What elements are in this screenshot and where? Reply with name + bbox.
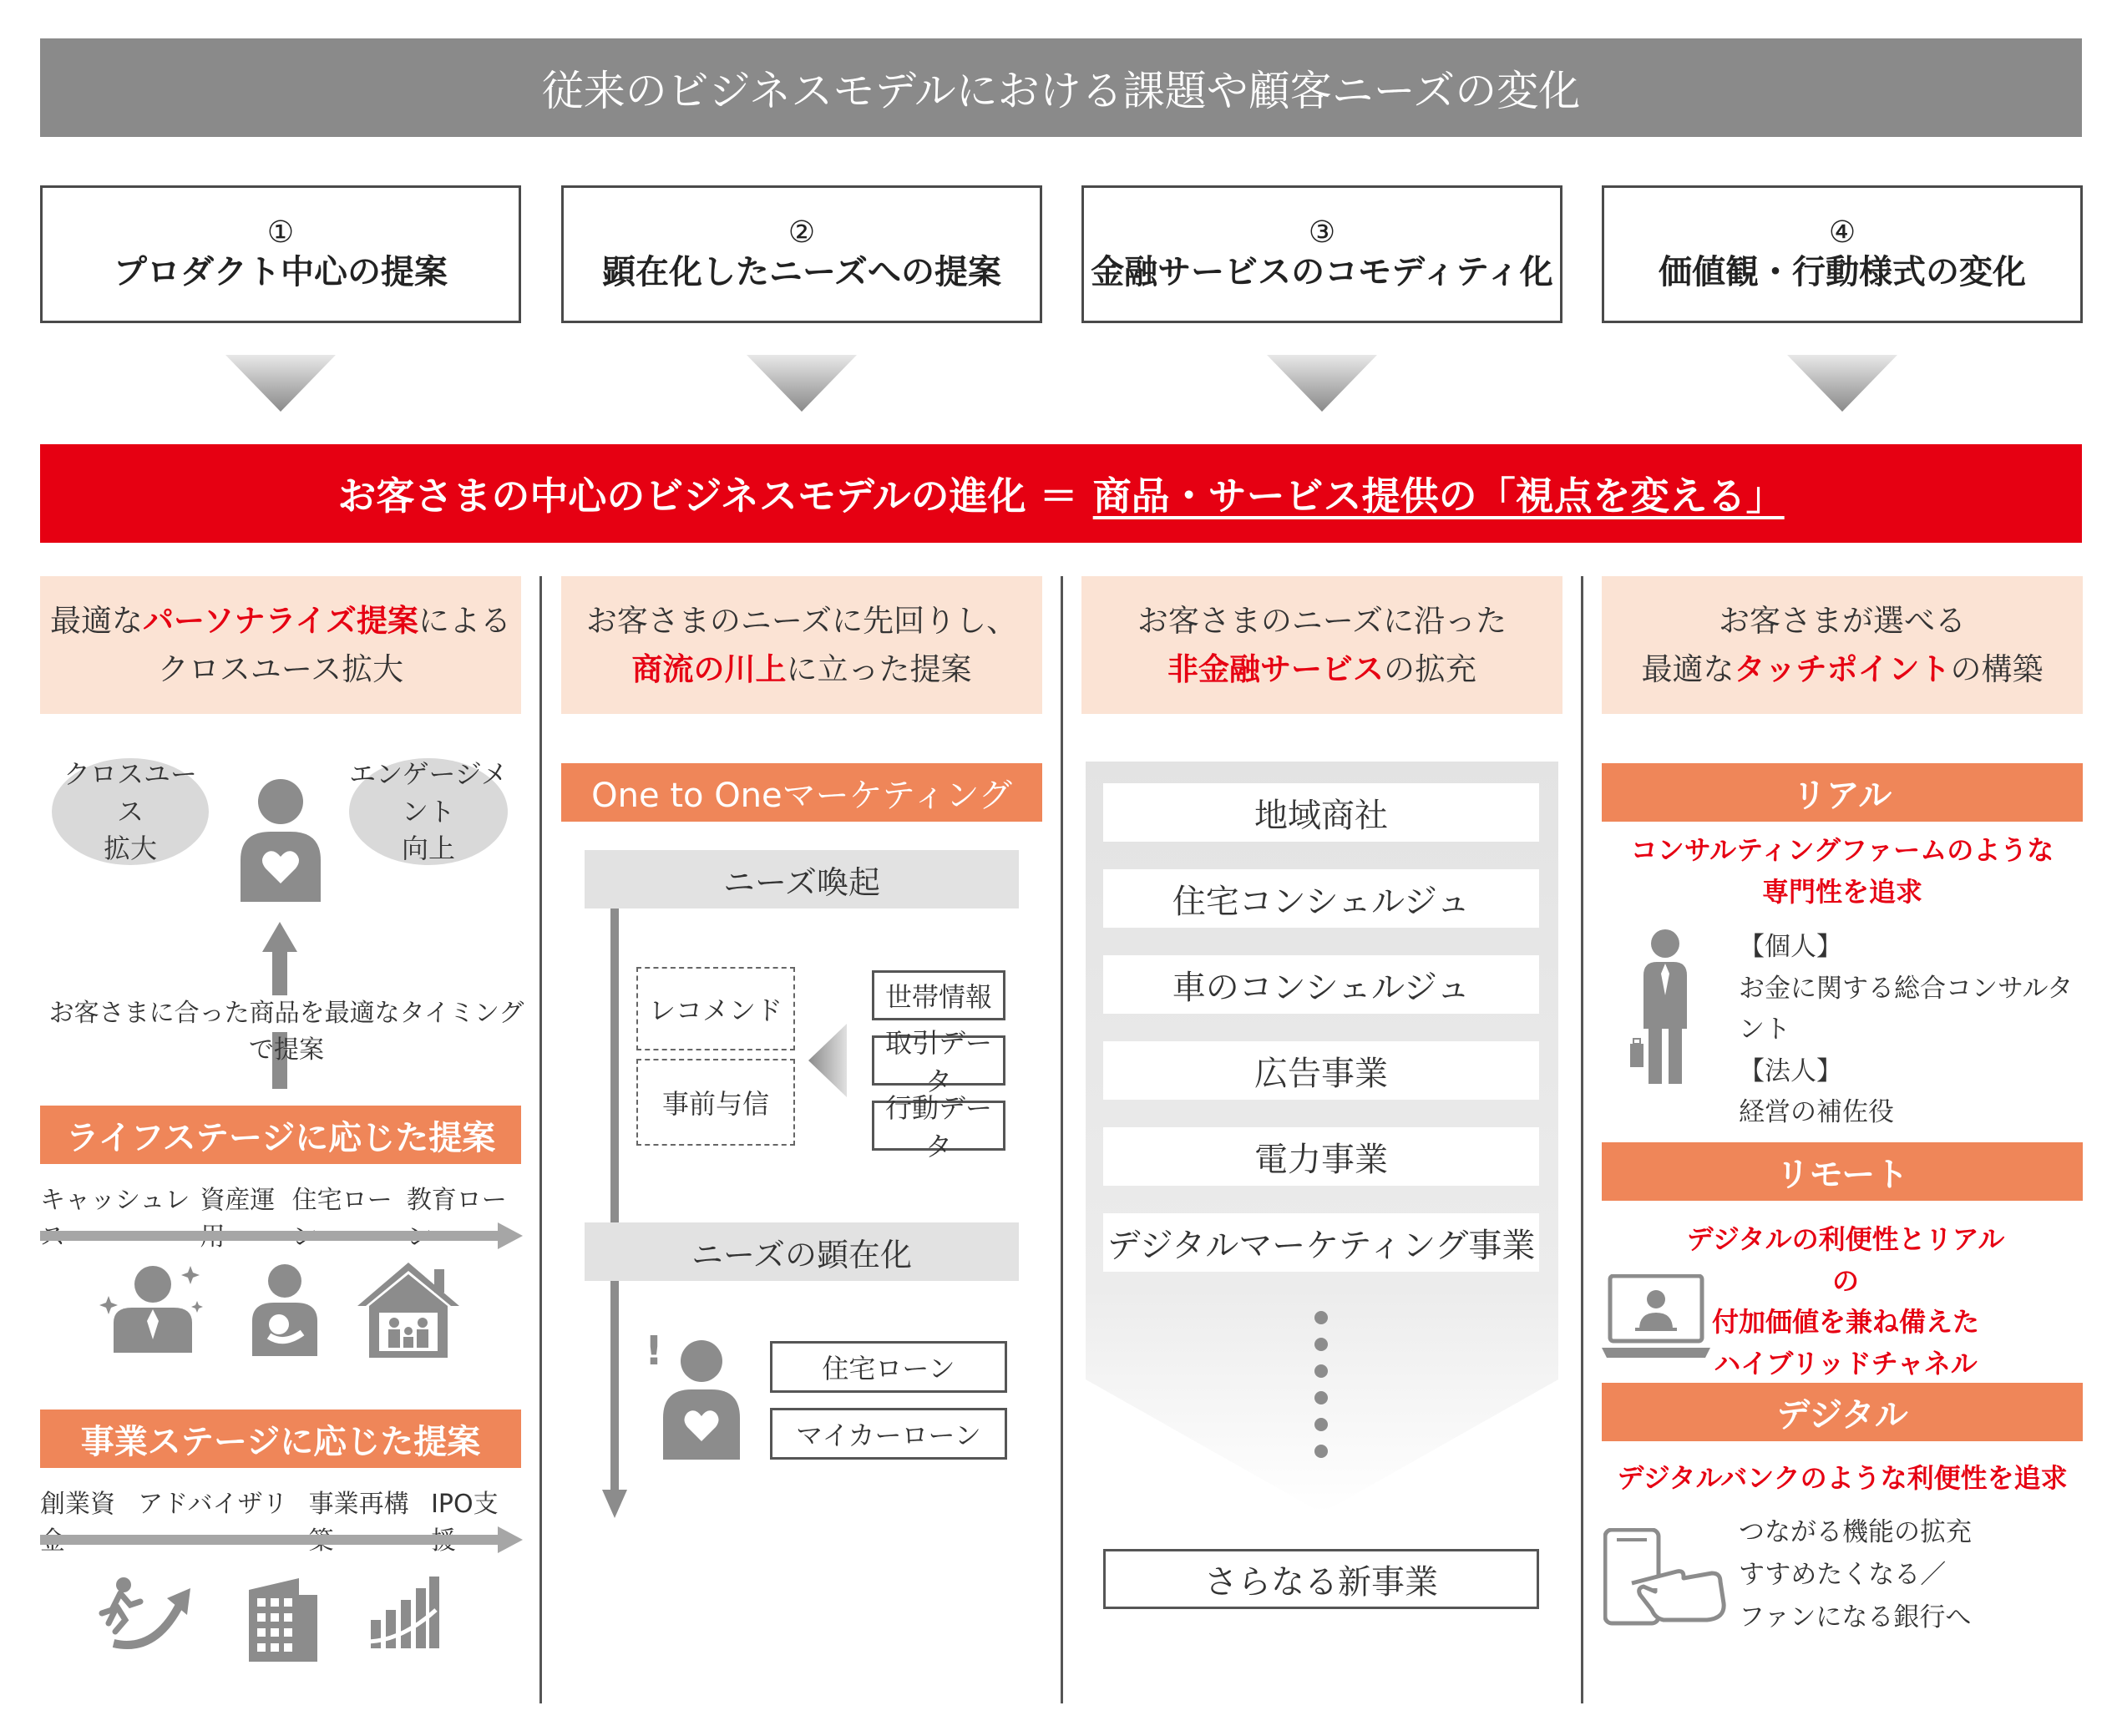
stage-item: 教育ロー: [406, 1186, 507, 1215]
heading-highlight: タッチポイント: [1734, 650, 1951, 687]
chevron-down-icon: [225, 355, 336, 412]
issue-number: ①: [266, 215, 295, 250]
house-family-icon: [357, 1263, 459, 1358]
real-channel-details: [1739, 927, 2089, 1134]
heading-text: お客さまが選べる: [1719, 603, 1966, 640]
business-item: デジタルマーケティング事業: [1103, 1213, 1539, 1272]
red-text-line: ハイブリッドチャネル: [1714, 1347, 1978, 1379]
ellipse-cross-use: クロスユース 拡大: [52, 758, 209, 865]
chevron-down-icon: [747, 355, 857, 412]
heading-highlight: 非金融サービス: [1167, 650, 1384, 687]
timeline-arrow-icon: [602, 908, 627, 1518]
heading-text: 最適な: [49, 603, 143, 640]
business-item: 住宅コンシェルジュ: [1103, 869, 1539, 928]
red-text-line: 専門性を追求: [1761, 875, 1922, 908]
issue-box-3: [1081, 185, 1562, 323]
issue-label: 顕在化したニーズへの提案: [602, 253, 1001, 292]
remote-channel-title: リモート: [1602, 1142, 2083, 1201]
stage-item: 創業資: [40, 1490, 115, 1519]
housing-loan-box: 住宅ローン: [770, 1341, 1007, 1393]
red-text-line: 付加価値を兼ね備えた: [1711, 1306, 1979, 1339]
business-item: 広告事業: [1103, 1041, 1539, 1100]
remote-channel-description: [1679, 1219, 2013, 1384]
business-item: 地域商社: [1103, 783, 1539, 842]
issue-box-4: [1602, 185, 2083, 323]
growth-chart-icon: [369, 1577, 439, 1648]
digital-text: ファンになる銀行へ: [1739, 1602, 1972, 1633]
banner-left: お客さまの中心のビジネスモデルの進化 ＝: [337, 473, 1078, 519]
issue-label: プロダクト中心の提案: [114, 253, 448, 292]
business-item: 車のコンシェルジュ: [1103, 955, 1539, 1014]
businessperson-sparkle-icon: [99, 1263, 207, 1353]
heading-text: クロスユース拡大: [157, 650, 404, 687]
stage-item: 事業再構: [308, 1490, 409, 1519]
personal-text: お金に関する総合コンサルタント: [1739, 973, 2074, 1045]
smartphone-tap-icon: [1603, 1528, 1729, 1627]
column-heading-2: [561, 576, 1042, 714]
header-bar: [40, 38, 2082, 137]
issue-number: ③: [1308, 215, 1336, 250]
parent-baby-icon: [251, 1263, 319, 1356]
digital-channel-details: [1739, 1511, 2089, 1639]
consultant-icon: [1628, 929, 1695, 1084]
heading-text: の構築: [1950, 650, 2044, 687]
car-loan-box: マイカーローン: [770, 1408, 1007, 1460]
column-divider: [1581, 576, 1583, 1703]
column-heading-1: [40, 576, 521, 714]
red-text-line: コンサルティングファームのような: [1630, 834, 2054, 866]
red-text-line: デジタルの利便性とリアルの: [1686, 1223, 2005, 1297]
chevron-down-icon: [1267, 355, 1377, 412]
header-title: 従来のビジネスモデルにおける課題や顧客ニーズの変化: [541, 67, 1581, 115]
laptop-video-icon: [1602, 1274, 1710, 1359]
digital-text: すすめたくなる／: [1739, 1560, 1947, 1591]
behavior-data-box: 行動データ: [872, 1101, 1005, 1151]
strategy-banner: [40, 444, 2082, 543]
corporate-text: 経営の補佐役: [1739, 1097, 1894, 1128]
digital-channel-description: デジタルバンクのような利便性を追求: [1617, 1462, 2068, 1494]
life-stage-items: [40, 1179, 521, 1215]
customer-heart-icon: [237, 777, 324, 902]
continuation-dots-icon: [1311, 1309, 1331, 1460]
heading-text: お客さまのニーズに先回りし、: [585, 603, 1018, 640]
stage-item: IPO支: [431, 1490, 499, 1519]
need-emergence-bar: ニーズの顕在化: [585, 1222, 1019, 1281]
heading-text: の拡充: [1384, 650, 1476, 687]
arrow-right-icon: [40, 1526, 523, 1553]
banner-right: 商品・サービス提供の「視点を変える」: [1092, 473, 1785, 519]
proposal-caption: お客さまに合った商品を最適なタイミングで提案: [40, 995, 533, 1032]
issue-label: 価値観・行動様式の変化: [1659, 253, 2026, 292]
column-heading-4: [1602, 576, 2083, 714]
customer-heart-icon: [661, 1338, 742, 1460]
stage-item: アドバイザリ: [138, 1490, 288, 1519]
business-stage-items: [40, 1483, 521, 1519]
column-divider: [1061, 576, 1063, 1703]
heading-text: に立った提案: [786, 650, 972, 687]
need-arousal-bar: ニーズ喚起: [585, 850, 1019, 908]
corporate-heading: 【法人】: [1739, 1055, 1842, 1086]
heading-text: による: [418, 603, 512, 640]
issue-number: ②: [788, 215, 816, 250]
stage-item: 資産運: [200, 1186, 276, 1215]
startup-runner-icon: [97, 1577, 194, 1653]
ellipse-engagement: エンゲージメント 向上: [349, 757, 508, 865]
business-item: 電力事業: [1103, 1127, 1539, 1186]
real-channel-title: リアル: [1602, 763, 2083, 822]
heading-text: お客さまのニーズに沿った: [1137, 603, 1507, 640]
digital-text: つながる機能の拡充: [1739, 1517, 1972, 1547]
transaction-data-box: 取引データ: [872, 1035, 1005, 1086]
pre-credit-box: 事前与信: [636, 1059, 795, 1146]
issue-number: ④: [1828, 215, 1856, 250]
heading-highlight: 商流の川上: [631, 650, 787, 687]
column-heading-3: [1081, 576, 1562, 714]
issue-box-1: [40, 185, 521, 323]
issue-box-2: [561, 185, 1042, 323]
future-business-box: さらなる新事業: [1103, 1549, 1539, 1609]
arrow-left-icon: [808, 1024, 847, 1097]
stage-item: キャッシュレ: [40, 1186, 190, 1215]
chevron-down-icon: [1787, 355, 1897, 412]
heading-highlight: パーソナライズ提案: [142, 603, 419, 640]
arrow-right-icon: [40, 1222, 523, 1249]
personal-heading: 【個人】: [1739, 932, 1842, 962]
heading-text: 最適な: [1641, 650, 1735, 687]
one-to-one-title: One to Oneマーケティング: [561, 763, 1042, 822]
office-building-icon: [249, 1578, 317, 1662]
column-divider: [539, 576, 542, 1703]
stage-item: 住宅ロー: [291, 1186, 393, 1215]
life-stage-title: ライフステージに応じた提案: [40, 1106, 521, 1164]
recommend-box: レコメンド: [636, 967, 795, 1050]
real-channel-description: [1602, 830, 2083, 913]
digital-channel-title: デジタル: [1602, 1383, 2083, 1441]
issue-label: 金融サービスのコモディティ化: [1091, 253, 1553, 292]
business-stage-title: 事業ステージに応じた提案: [40, 1410, 521, 1468]
household-info-box: 世帯情報: [872, 970, 1005, 1020]
exclamation-mark: !: [645, 1328, 663, 1374]
